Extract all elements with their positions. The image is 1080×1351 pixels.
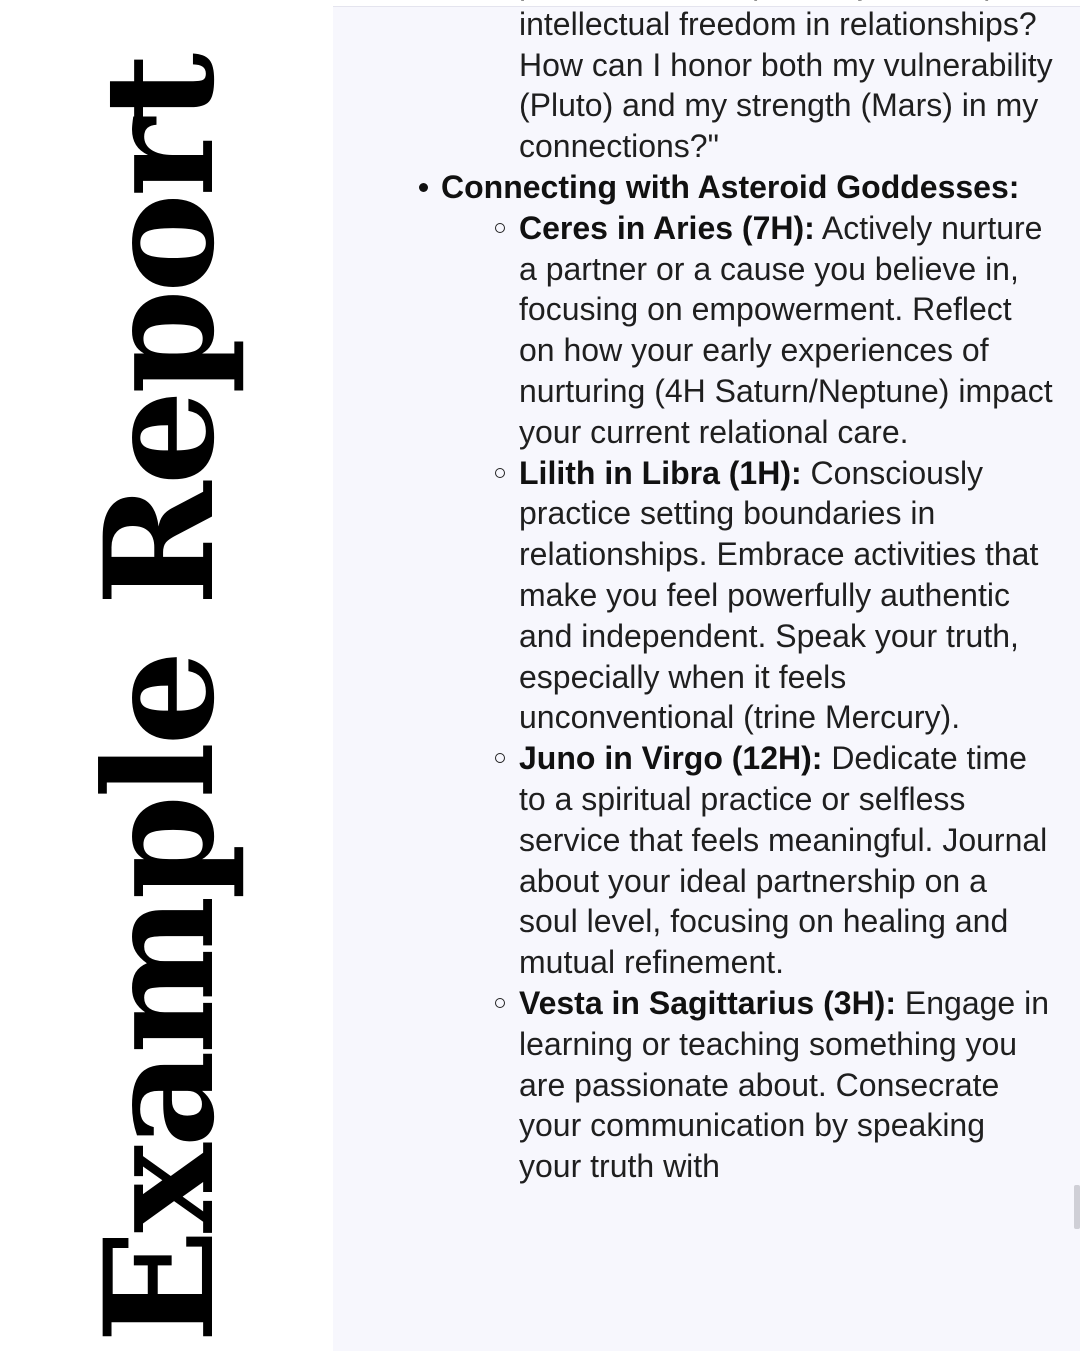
section-heading: Connecting with Asteroid Goddesses: (441, 168, 1020, 205)
item-text: Actively nurture a partner or a cause you believe in, focusing on empowerment. Reflect on how your early experiences of nurturing (4H Saturn/Neptune) impact your current relational care. (519, 209, 1053, 450)
item-label: Lilith in Libra (1H): (519, 454, 802, 491)
item-text: Engage in learning or teaching something you are passionate about. Consecrate your communication by speaking your truth with (519, 984, 1049, 1185)
report-content (333, 0, 1053, 1187)
section-item (333, 167, 1053, 1187)
scrollbar-thumb[interactable] (1074, 1185, 1080, 1229)
item-label: Ceres in Aries (7H): (519, 209, 815, 246)
outer-list (333, 0, 1053, 1187)
prev-text: intellectual freedom in relationships? How can I honor both my vulnerability (Pluto) and my strength (Mars) in my connections?" (519, 5, 1053, 165)
item-text: Consciously practice setting boundaries in relationships. Embrace activities that make you feel powerfully authentic and independent. Speak your truth, especially when it feels unconventional (trine Mercury). (519, 454, 1039, 736)
item-text: Dedicate time to a spiritual practice or selfless service that feels meaningful. Journal about your ideal partnership on a soul level, focusing on healing and mutual refinement. (519, 740, 1048, 981)
list-item (441, 208, 1053, 453)
list-item (441, 738, 1053, 983)
item-label: Vesta in Sagittarius (3H): (519, 984, 896, 1021)
list-item (441, 453, 1053, 739)
side-title: Example Report (72, 56, 248, 1344)
list-item (441, 983, 1053, 1187)
prev-item (333, 0, 1053, 167)
report-panel[interactable] (333, 6, 1080, 1351)
side-title-area (0, 0, 333, 1350)
goddess-list (363, 208, 1053, 1187)
prev-sublist (363, 0, 1053, 167)
prev-subitem (441, 0, 1053, 167)
item-label: Juno in Virgo (12H): (519, 740, 823, 777)
